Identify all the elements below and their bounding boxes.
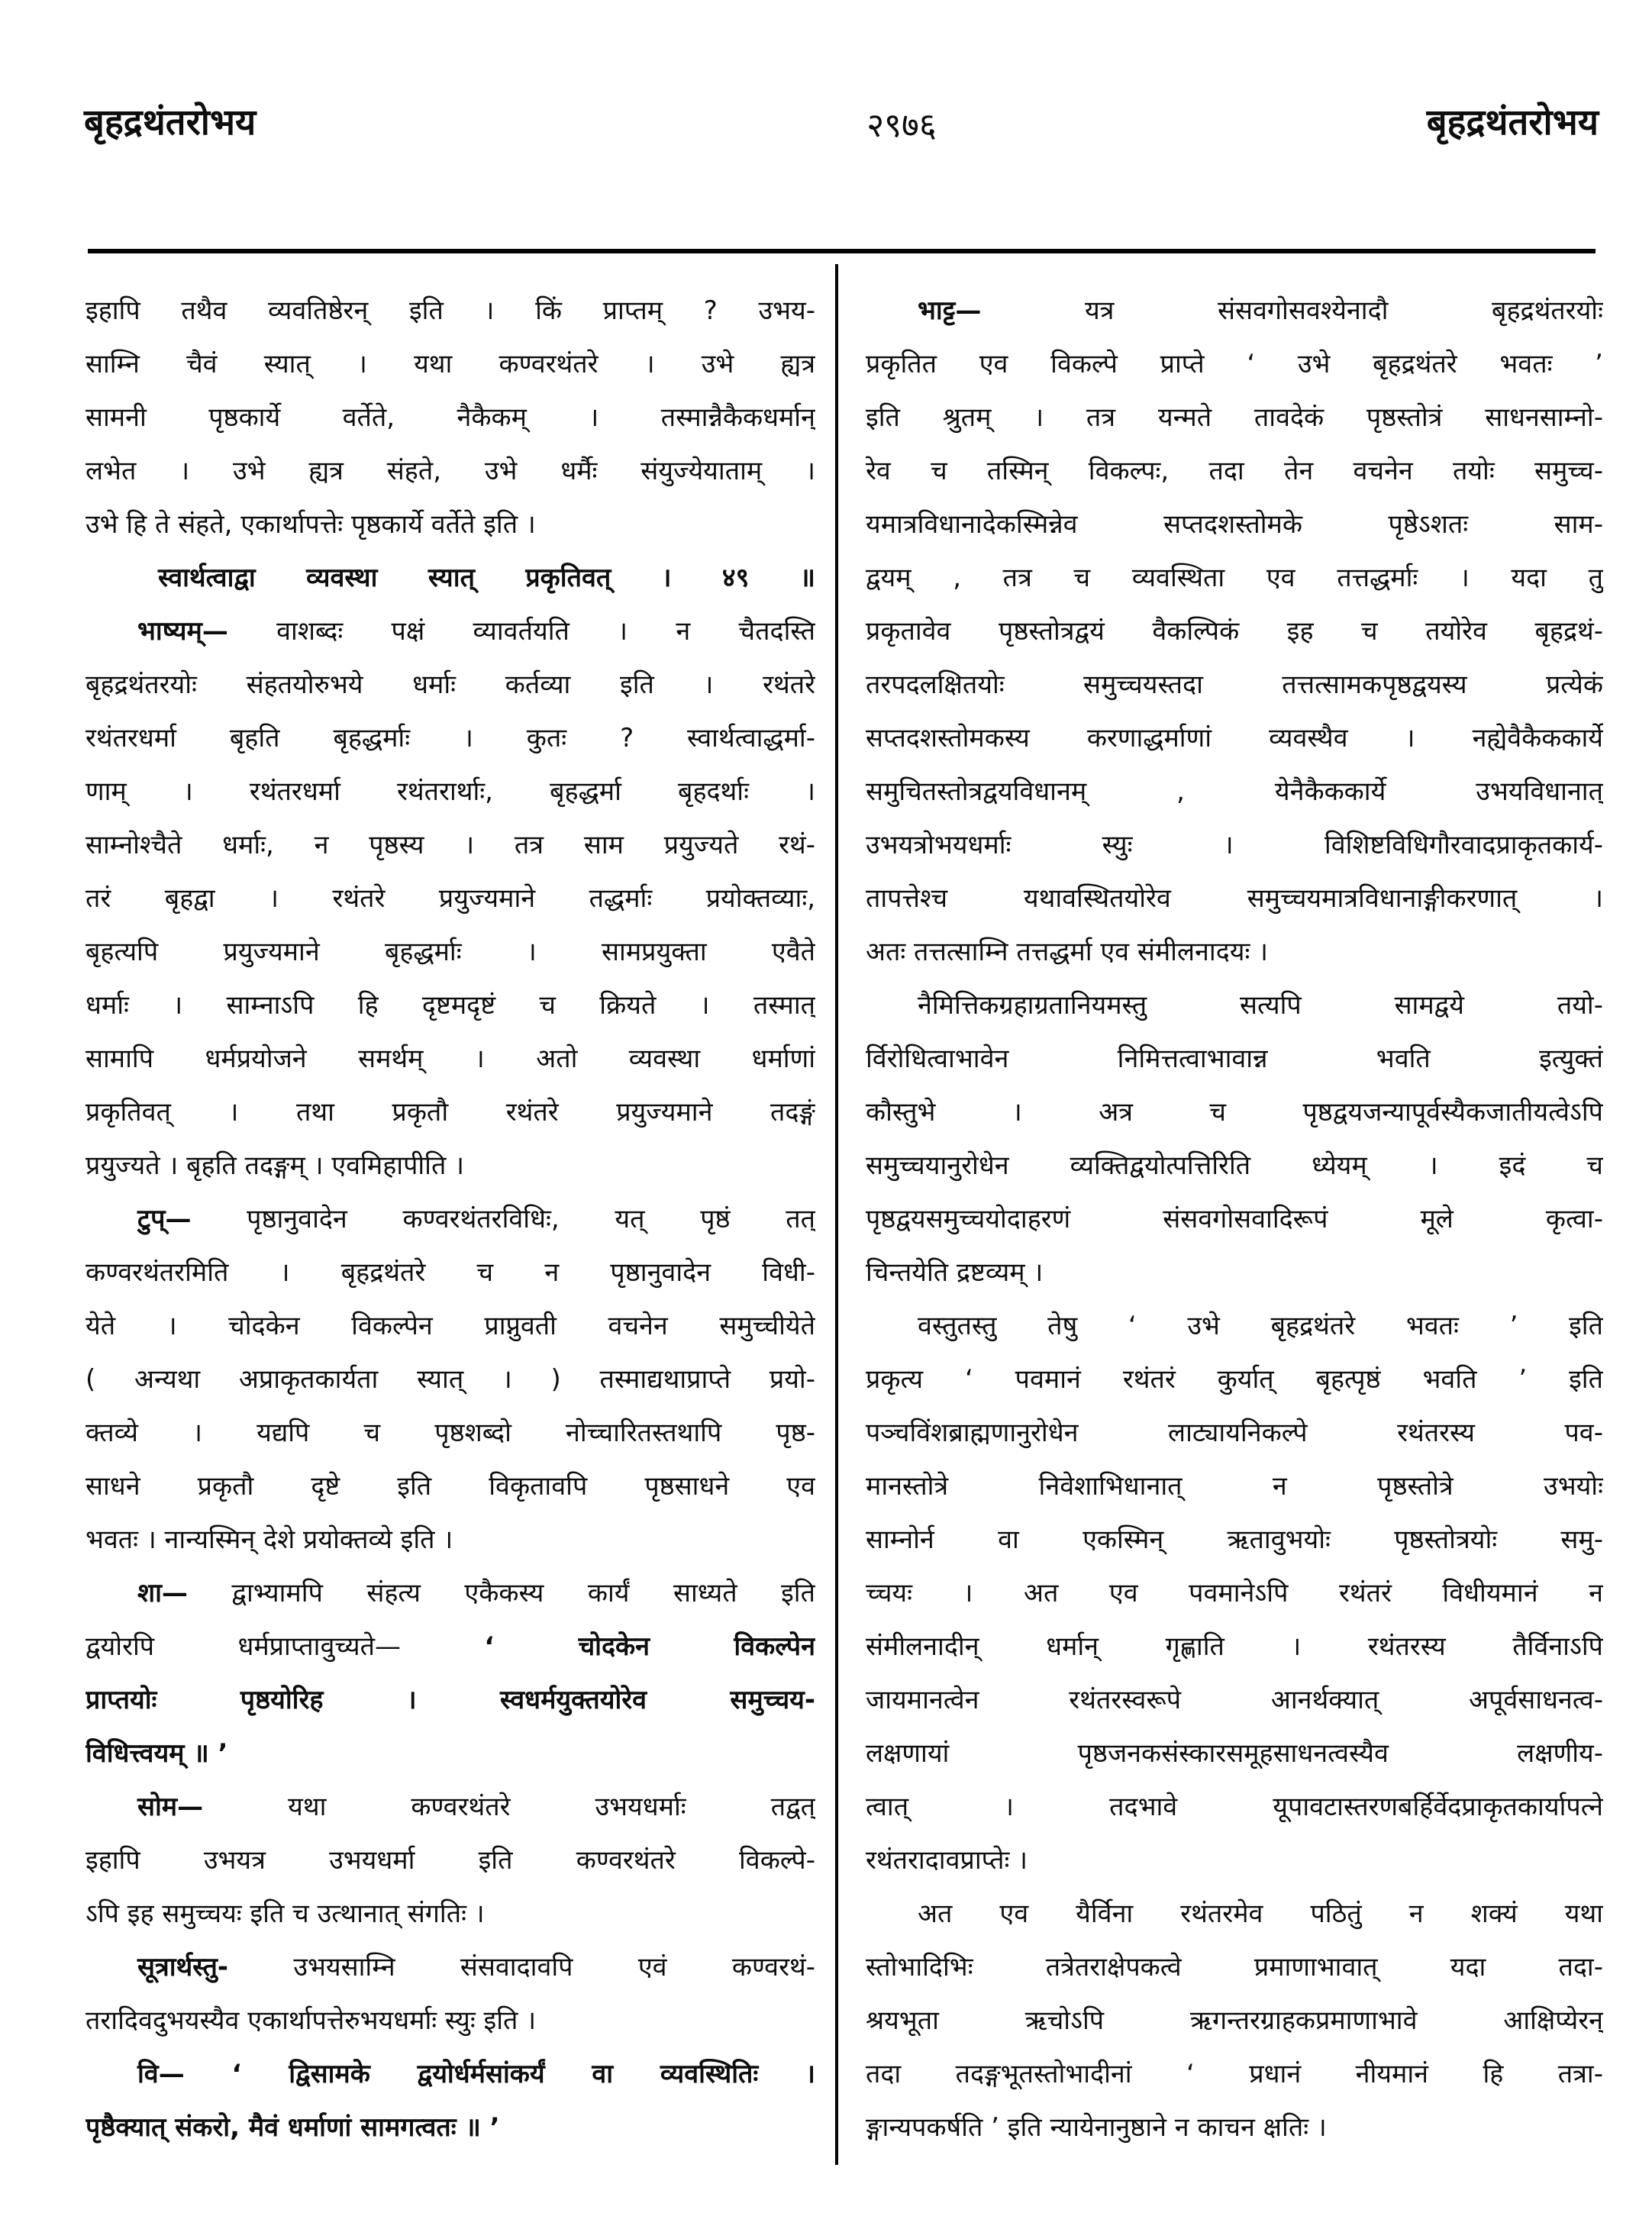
text-segment: तरादिवदुभयस्यैव एकार्थापत्तेरुभयधर्माः स्युः इति ।: [86, 2005, 537, 2036]
text-line: [866, 1513, 1603, 1566]
text-line: [866, 2047, 1603, 2101]
text-line: [86, 605, 815, 658]
text-segment: साम्नोर्न वा एकस्मिन् ऋतावुभयोः पृष्ठस्तोत्रयोः समु-: [866, 1524, 1603, 1555]
text-line: [86, 818, 815, 872]
text-segment: इहापि उभयत्र उभयधर्मा इति कण्वरथंतरे विकल्पे-: [86, 1845, 815, 1876]
text-segment: अत एव यैर्विना रथंतरमेव पठितुं न शक्यं यथा: [918, 1898, 1603, 1929]
text-segment: मानस्तोत्रे निवेशाभिधानात् न पृष्ठस्तोत्रे उभयोः: [866, 1471, 1603, 1502]
text-line: [866, 444, 1603, 498]
text-line: [866, 605, 1603, 658]
right-column: [866, 284, 1603, 2154]
text-segment: नैमित्तिकग्रहाग्रतानियमस्तु सत्यपि सामद्वये तयो-: [918, 990, 1603, 1021]
text-line: [866, 658, 1603, 711]
text-line: [86, 1673, 815, 1727]
text-line: [86, 1727, 815, 1780]
bold-text-segment: शा—: [137, 1578, 188, 1608]
text-segment: तदा तदङ्गभूतस्तोभादीनां ‘ प्रधानं नीयमानं हि तत्रा-: [866, 2059, 1603, 2089]
text-line: [86, 2047, 815, 2101]
bold-text-segment: विधित्त्वयम् ॥ ’: [86, 1738, 228, 1769]
running-header-right: बृहद्रथंतरोभय: [1426, 102, 1599, 144]
text-segment: द्वयम् , तत्र च व्यवस्थिता एव तत्तद्धर्माः । यदा तु: [866, 563, 1603, 593]
text-segment: सामापि धर्मप्रयोजने समर्थम् । अतो व्यवस्था धर्माणां: [86, 1044, 815, 1074]
text-line: [866, 1994, 1603, 2047]
text-segment: लभेत । उभे ह्यत्र संहते, उभे धर्मैः संयुज्येयाताम् ।: [86, 456, 815, 486]
text-segment: ( अन्यथा अप्राकृतकार्यता स्यात् । ) तस्माद्यथाप्राप्ते प्रयो-: [86, 1364, 815, 1395]
bold-text-segment: भाट्ट—: [918, 295, 982, 326]
text-line: [86, 551, 815, 605]
text-line: [866, 1086, 1603, 1139]
text-line: [866, 498, 1603, 551]
text-line: [86, 1834, 815, 1887]
text-segment: धर्माः । साम्नाऽपि हि दृष्टमदृष्टं च क्रियते । तस्मात्: [86, 990, 815, 1021]
text-line: [86, 1299, 815, 1353]
text-line: [866, 765, 1603, 818]
text-segment: बृहद्रथंतरयोः संहतयोरुभये धर्माः कर्तव्या इति । रथंतरे: [86, 669, 815, 700]
text-segment: च्चयः । अत एव पवमानेऽपि रथंतरं विधीयमानं न: [866, 1578, 1603, 1608]
text-line: [866, 872, 1603, 925]
text-segment: श्रयभूता ऋचोऽपि ऋगन्तरग्राहकप्रमाणाभावे आक्षिप्येरन्: [866, 2005, 1603, 2036]
bold-text-segment: सूत्रार्थस्तु-: [137, 1952, 229, 1982]
text-line: [86, 1780, 815, 1834]
text-line: [86, 1940, 815, 1994]
text-segment: अतः तत्तत्साम्नि तत्तद्धर्मा एव संमीलनादयः ।: [866, 937, 1269, 967]
text-line: [866, 337, 1603, 391]
text-segment: वाशब्दः पक्षं व्यावर्तयति । न चैतदस्ति: [227, 616, 815, 647]
text-line: [86, 1460, 815, 1513]
text-segment: द्वयोरपि धर्मप्राप्तावुच्यते—: [86, 1631, 485, 1662]
text-segment: क्तव्ये । यद्यपि च पृष्ठशब्दो नोच्चारितस्तथापि पृष्ठ-: [86, 1418, 815, 1448]
text-line: [86, 1887, 815, 1940]
text-segment: द्वाभ्यामपि संहत्य एकैकस्य कार्यं साध्यते इति: [187, 1578, 815, 1608]
bold-text-segment: वि—: [137, 2059, 185, 2089]
text-line: [866, 1834, 1603, 1887]
bold-text-segment: ‘ चोदकेन विकल्पेन: [484, 1631, 815, 1662]
text-line: [866, 979, 1603, 1032]
text-line: [866, 1032, 1603, 1086]
running-header-left: बृहद्रथंतरोभय: [84, 102, 257, 144]
text-line: [86, 1353, 815, 1406]
text-line: [866, 1406, 1603, 1460]
bold-text-segment: पृष्ठैक्यात् संकरो, मैवं धर्माणां सामगत्वतः ॥ ’: [86, 2112, 500, 2143]
text-line: [86, 925, 815, 979]
text-segment: इहापि तथैव व्यवतिष्ठेरन् इति । किं प्राप्तम् ? उभय-: [86, 295, 815, 326]
text-line: [866, 284, 1603, 337]
text-segment: प्रकृतावेव पृष्ठस्तोत्रद्वयं वैकल्पिकं इह च तयोरेव बृहद्रथं-: [866, 616, 1603, 647]
text-line: [866, 2101, 1603, 2154]
text-segment: प्रकृत्य ‘ पवमानं रथंतरं कुर्यात् बृहत्पृष्ठं भवति ’ इति: [866, 1364, 1603, 1395]
text-segment: पृष्ठद्वयसमुच्चयोदाहरणं संसवगोसवादिरूपं मूले कृत्वा-: [866, 1204, 1603, 1234]
bold-text-segment: भाष्यम्—: [137, 616, 228, 647]
text-segment: प्रयुज्यते । बृहति तदङ्गम् । एवमिहापीति ।: [86, 1150, 465, 1181]
bold-text-segment: टुप्—: [137, 1204, 192, 1234]
page-number: २९७६: [866, 106, 937, 145]
text-line: [866, 1353, 1603, 1406]
text-line: [86, 1086, 815, 1139]
text-segment: कौस्तुभे । अत्र च पृष्ठद्वयजन्यापूर्वस्यैकजातीयत्वेऽपि: [866, 1097, 1603, 1127]
text-line: [86, 2101, 815, 2154]
text-line: [86, 1513, 815, 1566]
text-segment: उभे हि ते संहते, एकार्थापत्तेः पृष्ठकार्ये वर्तेते इति ।: [86, 509, 536, 540]
text-segment: त्वात् । तदभावे यूपावटास्तरणबर्हिर्वेदप्राकृतकार्यापत्ने: [866, 1792, 1603, 1822]
text-segment: प्रकृतिवत् । तथा प्रकृतौ रथंतरे प्रयुज्यमाने तदङ्गं: [86, 1097, 815, 1127]
text-segment: उभयसाम्नि संसवादावपि एवं कण्वरथं-: [228, 1952, 815, 1982]
text-line: [86, 872, 815, 925]
text-segment: र्विरोधित्वाभावेन निमित्तत्वाभावान्न भवति इत्युक्तं: [866, 1044, 1603, 1074]
text-line: [86, 765, 815, 818]
bold-text-segment: ‘ द्विसामके द्वयोर्धर्मसांकर्यं वा व्यवस्थितिः ।: [184, 2059, 815, 2089]
text-line: [866, 1139, 1603, 1192]
text-segment: लक्षणायां पृष्ठजनकसंस्कारसमूहसाधनत्वस्यैव लक्षणीय-: [866, 1738, 1603, 1769]
text-segment: समुचितस्तोत्रद्वयविधानम् , येनैकैककार्ये उभयविधानात्: [866, 776, 1603, 807]
text-line: [86, 1139, 815, 1192]
text-segment: रेव च तस्मिन् विकल्पः, तदा तेन वचनेन तयोः समुच्च-: [866, 456, 1603, 486]
text-line: [866, 818, 1603, 872]
text-line: [86, 1192, 815, 1246]
text-segment: उभयत्रोभयधर्माः स्युः । विशिष्टविधिगौरवादप्राकृतकार्य-: [866, 830, 1603, 860]
text-segment: तरपदलक्षितयोः समुच्चयस्तदा तत्तत्सामकपृष्ठद्वयस्य प्रत्येकं: [866, 669, 1603, 700]
text-segment: सामनी पृष्ठकार्ये वर्तेते, नैकैकम् । तस्मान्नैकैकधर्मान्: [86, 402, 815, 433]
bold-text-segment: प्राप्तयोः पृष्ठयोरिह । स्वधर्मयुक्तयोरेव समुच्चय-: [86, 1685, 815, 1715]
text-line: [866, 1620, 1603, 1673]
text-segment: साधने प्रकृतौ दृष्टे इति विकृतावपि पृष्ठसाधने एव: [86, 1471, 815, 1502]
text-line: [86, 391, 815, 444]
text-line: [86, 444, 815, 498]
text-line: [866, 1460, 1603, 1513]
text-line: [866, 1566, 1603, 1620]
text-segment: संमीलनादीन् धर्मान् गृह्णाति । रथंतरस्य तैर्विनाऽपि: [866, 1631, 1603, 1662]
text-line: [86, 337, 815, 391]
text-line: [86, 658, 815, 711]
text-line: [866, 1299, 1603, 1353]
text-line: [86, 284, 815, 337]
column-divider: [835, 264, 838, 2165]
text-segment: ङ्गान्यपकर्षति ’ इति न्यायेनानुष्ठाने न काचन क्षतिः ।: [866, 2112, 1327, 2143]
text-segment: साम्नोश्चैते धर्माः, न पृष्ठस्य । तत्र साम प्रयुज्यते रथं-: [86, 830, 815, 860]
text-line: [866, 1246, 1603, 1299]
text-segment: वस्तुतस्तु तेषु ‘ उभे बृहद्रथंतरे भवतः ’ इति: [918, 1311, 1603, 1341]
text-line: [866, 1673, 1603, 1727]
text-segment: पञ्चविंशब्राह्मणानुरोधेन लाट्यायनिकल्पे रथंतरस्य पव-: [866, 1418, 1603, 1448]
text-line: [866, 1192, 1603, 1246]
text-segment: कण्वरथंतरमिति । बृहद्रथंतरे च न पृष्ठानुवादेन विधी-: [86, 1257, 815, 1288]
text-line: [86, 979, 815, 1032]
text-line: [86, 1620, 815, 1673]
text-segment: येते । चोदकेन विकल्पेन प्राप्नुवती वचनेन समुच्चीयेते: [86, 1311, 815, 1341]
text-line: [866, 711, 1603, 765]
text-segment: तरं बृहद्वा । रथंतरे प्रयुज्यमाने तद्धर्माः प्रयोक्तव्याः,: [86, 883, 815, 914]
text-segment: स्तोभादिभिः तत्रेतराक्षेपकत्वे प्रमाणाभावात् यदा तदा-: [866, 1952, 1603, 1982]
text-line: [866, 925, 1603, 979]
text-line: [866, 551, 1603, 605]
text-segment: चिन्तयेति द्रष्टव्यम् ।: [866, 1257, 1044, 1288]
text-segment: पृष्ठानुवादेन कण्वरथंतरविधिः, यत् पृष्ठं तत्: [191, 1204, 815, 1234]
text-segment: यथा कण्वरथंतरे उभयधर्माः तद्वत्: [203, 1792, 815, 1822]
text-line: [86, 1032, 815, 1086]
text-segment: साम्नि चैवं स्यात् । यथा कण्वरथंतरे । उभे ह्यत्र: [86, 349, 815, 379]
text-line: [866, 1887, 1603, 1940]
text-line: [866, 391, 1603, 444]
text-line: [866, 1780, 1603, 1834]
text-line: [866, 1940, 1603, 1994]
text-segment: णाम् । रथंतरधर्मा रथंतरार्थाः, बृहद्धर्मा बृहदर्थाः ।: [86, 776, 815, 807]
text-segment: बृहत्यपि प्रयुज्यमाने बृहद्धर्माः । सामप्रयुक्ता एवैते: [86, 937, 815, 967]
text-line: [86, 1566, 815, 1620]
text-segment: यत्र संसवगोसवश्येनादौ बृहद्रथंतरयोः: [981, 295, 1603, 326]
text-segment: भवतः । नान्यस्मिन् देशे प्रयोक्तव्ये इति ।: [86, 1524, 453, 1555]
text-line: [86, 1246, 815, 1299]
bold-text-segment: स्वार्थत्वाद्वा व्यवस्था स्यात् प्रकृतिवत् । ४९ ॥: [158, 563, 815, 593]
left-column: [86, 284, 815, 2154]
text-segment: सप्तदशस्तोमकस्य करणाद्धर्माणां व्यवस्थैव । नह्येवैकैककार्ये: [866, 723, 1603, 753]
text-line: [86, 1406, 815, 1460]
text-line: [866, 1727, 1603, 1780]
text-segment: समुच्चयानुरोधेन व्यक्तिद्वयोत्पत्तिरिति ध्येयम् । इदं च: [866, 1150, 1603, 1181]
text-segment: रथंतरादावप्राप्तेः ।: [866, 1845, 1028, 1876]
text-segment: रथंतरधर्मा बृहति बृहद्धर्माः । कुतः ? स्वार्थत्वाद्धर्मा-: [86, 723, 815, 753]
text-segment: जायमानत्वेन रथंतरस्वरूपे आनर्थक्यात् अपूर्वसाधनत्व-: [866, 1685, 1603, 1715]
text-line: [86, 1994, 815, 2047]
text-segment: प्रकृतित एव विकल्पे प्राप्ते ‘ उभे बृहद्रथंतरे भवतः ’: [866, 349, 1603, 379]
header-rule: [88, 249, 1596, 253]
text-segment: ऽपि इह समुच्चयः इति च उत्थानात् संगतिः ।: [86, 1898, 485, 1929]
text-line: [86, 711, 815, 765]
text-segment: तापत्तेश्च यथावस्थितयोरेव समुच्चयमात्रविधानाङ्गीकरणात् ।: [866, 883, 1603, 914]
text-segment: यमात्रविधानादेकस्मिन्नेव सप्तदशस्तोमके पृष्ठेऽशतः साम-: [866, 509, 1603, 540]
bold-text-segment: सोम—: [137, 1792, 204, 1822]
text-segment: इति श्रुतम् । तत्र यन्मते तावदेकं पृष्ठस्तोत्रं साधनसाम्नो-: [866, 402, 1603, 433]
text-line: [86, 498, 815, 551]
